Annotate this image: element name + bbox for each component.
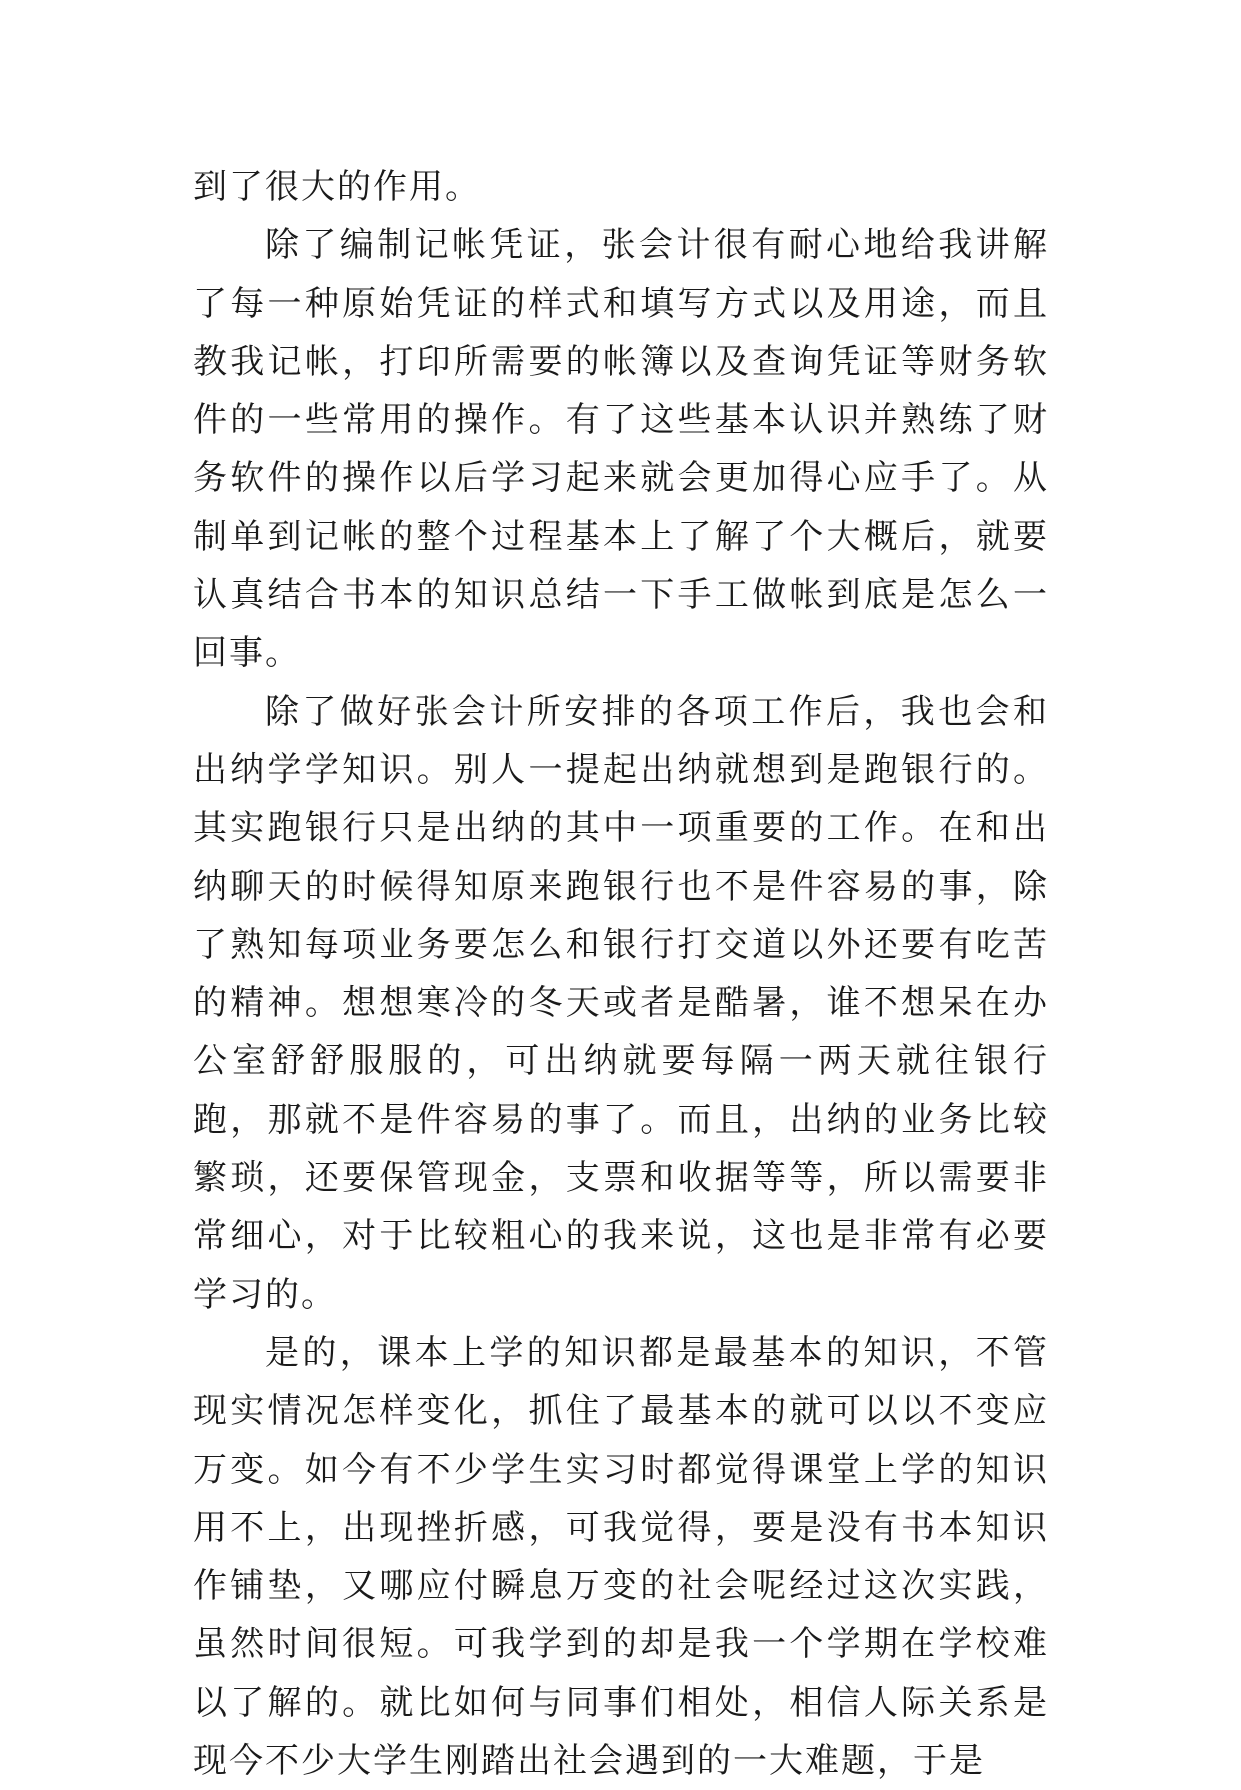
paragraph: 除了编制记帐凭证，张会计很有耐心地给我讲解了每一种原始凭证的样式和填写方式以及用途，而且教我记帐，打印所需要的帐簿以及查询凭证等财务软件的一些常用的操作。有了这些基本认识并熟练了财务软件的操作以后学习起来就会更加得心应手了。从制单到记帐的整个过程基本上了解了个大概后，就要认真结合书本的知识总结一下手工做帐到底是怎么一回事。 xyxy=(193,225,1049,674)
paragraph: 到了很大的作用。 xyxy=(193,167,481,207)
paragraph: 除了做好张会计所安排的各项工作后，我也会和出纳学学知识。别人一提起出纳就想到是跑银行的。其实跑银行只是出纳的其中一项重要的工作。在和出纳聊天的时候得知原来跑银行也不是件容易的事，除了熟知每项业务要怎么和银行打交道以外还要有吃苦的精神。想想寒冷的冬天或者是酷暑，谁不想呆在办公室舒舒服服的，可出纳就要每隔一两天就往银行跑，那就不是件容易的事了。而且，出纳的业务比较繁琐，还要保管现金，支票和收据等等，所以需要非常细心，对于比较粗心的我来说，这也是非常有必要学习的。 xyxy=(193,691,1049,1315)
paragraph: 是的，课本上学的知识都是最基本的知识，不管现实情况怎样变化，抓住了最基本的就可以以不变应万变。如今有不少学生实习时都觉得课堂上学的知识用不上，出现挫折感，可我觉得，要是没有书本知识作铺垫，又哪应付瞬息万变的社会呢经过这次实践，虽然时间很短。可我学到的却是我一个学期在学校难以了解的。就比如何与同事们相处，相信人际关系是现今不少大学生刚踏出社会遇到的一大难题，于是 xyxy=(193,1332,1049,1782)
document-body xyxy=(193,158,1049,1790)
